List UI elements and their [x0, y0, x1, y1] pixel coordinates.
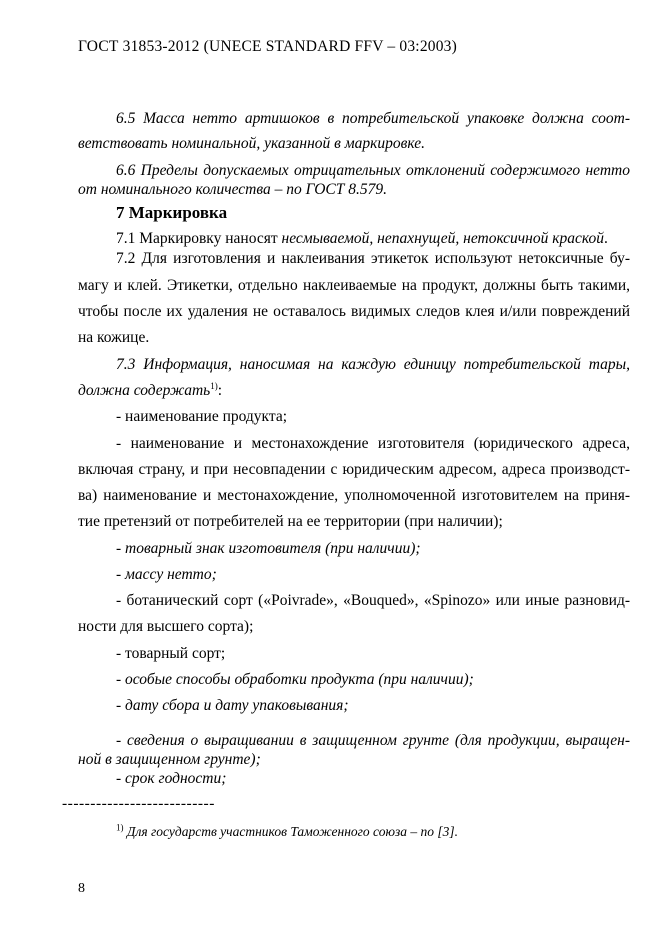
- paragraph-7-3-line-1: 7.3 Информация, наносимая на каждую единицу потребительской тары,: [116, 356, 630, 373]
- list-item: - особые способы обработки продукта (при наличии);: [116, 671, 474, 688]
- list-item: - товарный знак изготовителя (при наличии);: [116, 540, 421, 557]
- paragraph-7-2-line-3: чтобы после их удаления не оставалось видимых следов клея и/или повреждений: [78, 303, 630, 320]
- paragraph-7-2-line-2: магу и клей. Этикетки, отдельно наклеиваемые на продукт, должны быть такими,: [78, 277, 630, 294]
- paragraph-7-3-text: должна содержать: [78, 382, 211, 399]
- paragraph-7-3-line-2: [78, 382, 222, 400]
- paragraph-6-6-line-1: 6.6 Пределы допускаемых отрицательных отклонений содержимого нетто: [116, 162, 630, 179]
- list-item: - наименование продукта;: [116, 408, 288, 425]
- list-item: - наименование и местонахождение изготовителя (юридического адреса,: [116, 435, 630, 452]
- list-item: - сведения о выращивании в защищенном грунте (для продукции, выращен-: [116, 732, 630, 749]
- paragraph-6-5-line-2: ветствовать номинальной, указанной в маркировке.: [78, 135, 426, 152]
- list-item: - ботанический сорт («Poivrade», «Bouqued», «Spinozo» или иные разновид-: [116, 592, 630, 609]
- footnote-marker: 1): [116, 822, 124, 833]
- page-number: 8: [78, 881, 85, 896]
- paragraph-7-1-italic: несмываемой, непахнущей, нетоксичной краской: [281, 230, 604, 247]
- paragraph-7-1-prefix: 7.1 Маркировку наносят: [116, 230, 282, 247]
- list-item: - срок годности;: [116, 770, 227, 787]
- section-heading: 7 Маркировка: [116, 203, 228, 222]
- list-item-continuation: ной в защищенном грунте);: [78, 751, 261, 768]
- footnote: [116, 823, 458, 841]
- list-item: - товарный сорт;: [116, 645, 226, 662]
- footnote-separator: ---------------------------: [62, 795, 215, 812]
- list-item: - массу нетто;: [116, 566, 217, 583]
- paragraph-7-2-line-1: 7.2 Для изготовления и наклеивания этикеток используют нетоксичные бу-: [116, 250, 630, 267]
- footnote-text: Для государств участников Таможенного союза – по [3].: [123, 824, 458, 839]
- paragraph-7-3-colon: :: [217, 382, 223, 399]
- list-item-continuation: тие претензий от потребителей на ее территории (при наличии);: [78, 513, 503, 530]
- list-item-continuation: включая страну, и при несовпадении с юридическим адресом, адреса производст-: [78, 461, 630, 478]
- paragraph-6-5-line-1: 6.5 Масса нетто артишоков в потребительской упаковке должна соот-: [116, 110, 630, 127]
- paragraph-7-1-suffix: .: [604, 230, 608, 247]
- paragraph-6-6-line-2: от номинального количества – по ГОСТ 8.579.: [78, 181, 387, 198]
- paragraph-7-1: [116, 230, 608, 248]
- list-item-continuation: ва) наименование и местонахождение, уполномоченной изготовителем на приня-: [78, 487, 630, 504]
- list-item-continuation: ности для высшего сорта);: [78, 618, 254, 635]
- paragraph-7-2-line-4: на кожице.: [78, 329, 150, 346]
- footnote-reference: 1): [210, 380, 218, 391]
- list-item: - дату сбора и дату упаковывания;: [116, 697, 349, 714]
- document-header: ГОСТ 31853-2012 (UNECE STANDARD FFV – 03:2003): [78, 38, 457, 55]
